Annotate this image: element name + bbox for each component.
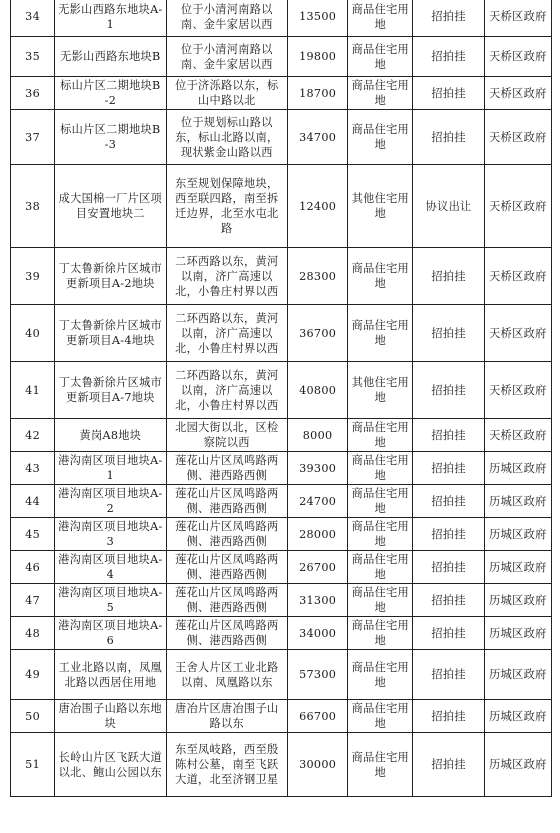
plot-area-cell: 34700 (288, 110, 348, 165)
supply-method-cell: 招拍挂 (413, 733, 484, 797)
plot-area-cell: 40800 (288, 362, 348, 419)
plot-name-cell: 成大国棉一厂片区项目安置地块二 (55, 165, 166, 248)
land-use-cell: 其他住宅用地 (348, 362, 413, 419)
supply-method-cell: 协议出让 (413, 165, 484, 248)
plot-name-cell: 无影山西路东地块B (55, 37, 166, 77)
row-number-cell: 38 (11, 165, 55, 248)
row-number-cell: 50 (11, 700, 55, 733)
supply-method-cell: 招拍挂 (413, 77, 484, 110)
supply-method-cell: 招拍挂 (413, 617, 484, 650)
supply-method-cell: 招拍挂 (413, 110, 484, 165)
table-body (11, 0, 552, 797)
table-row (11, 110, 552, 165)
plot-location-cell: 二环西路以东，黄河以南，济广高速以北，小鲁庄村界以西 (166, 305, 287, 362)
land-use-cell: 商品住宅用地 (348, 485, 413, 518)
supply-method-cell: 招拍挂 (413, 248, 484, 305)
supply-method-cell: 招拍挂 (413, 584, 484, 617)
table-row (11, 37, 552, 77)
plot-location-cell: 东至规划保障地块，西至联四路，南至拆迁边界，北至水屯北路 (166, 165, 287, 248)
supply-method-cell: 招拍挂 (413, 518, 484, 551)
land-use-cell: 商品住宅用地 (348, 650, 413, 700)
plot-area-cell: 66700 (288, 700, 348, 733)
row-number-cell: 48 (11, 617, 55, 650)
land-use-cell: 商品住宅用地 (348, 110, 413, 165)
plot-area-cell: 13500 (288, 0, 348, 37)
responsible-unit-cell: 天桥区政府 (484, 248, 551, 305)
land-use-cell: 商品住宅用地 (348, 700, 413, 733)
plot-name-cell: 无影山西路东地块A-1 (55, 0, 166, 37)
plot-location-cell: 莲花山片区凤鸣路两侧、港西路西侧 (166, 617, 287, 650)
plot-area-cell: 36700 (288, 305, 348, 362)
row-number-cell: 39 (11, 248, 55, 305)
responsible-unit-cell: 天桥区政府 (484, 77, 551, 110)
plot-location-cell: 莲花山片区凤鸣路两侧、港西路西侧 (166, 485, 287, 518)
supply-method-cell: 招拍挂 (413, 305, 484, 362)
plot-name-cell: 标山片区二期地块B-3 (55, 110, 166, 165)
responsible-unit-cell: 历城区政府 (484, 485, 551, 518)
plot-location-cell: 位于小清河南路以南、金牛家居以西 (166, 0, 287, 37)
plot-area-cell: 31300 (288, 584, 348, 617)
land-use-cell: 商品住宅用地 (348, 77, 413, 110)
table-row (11, 77, 552, 110)
row-number-cell: 35 (11, 37, 55, 77)
supply-method-cell: 招拍挂 (413, 700, 484, 733)
plot-location-cell: 王舍人片区工业北路以南、凤凰路以东 (166, 650, 287, 700)
plot-location-cell: 莲花山片区凤鸣路两侧、港西路西侧 (166, 584, 287, 617)
plot-area-cell: 28300 (288, 248, 348, 305)
table-row (11, 700, 552, 733)
plot-area-cell: 57300 (288, 650, 348, 700)
responsible-unit-cell: 历城区政府 (484, 518, 551, 551)
plot-name-cell: 工业北路以南，凤凰北路以西居住用地 (55, 650, 166, 700)
table-row (11, 362, 552, 419)
plot-area-cell: 28000 (288, 518, 348, 551)
row-number-cell: 37 (11, 110, 55, 165)
land-use-cell: 商品住宅用地 (348, 518, 413, 551)
table-row (11, 0, 552, 37)
responsible-unit-cell: 历城区政府 (484, 551, 551, 584)
responsible-unit-cell: 历城区政府 (484, 452, 551, 485)
supply-method-cell: 招拍挂 (413, 362, 484, 419)
responsible-unit-cell: 历城区政府 (484, 700, 551, 733)
responsible-unit-cell: 天桥区政府 (484, 0, 551, 37)
responsible-unit-cell: 天桥区政府 (484, 305, 551, 362)
row-number-cell: 46 (11, 551, 55, 584)
table-row (11, 452, 552, 485)
responsible-unit-cell: 天桥区政府 (484, 165, 551, 248)
plot-area-cell: 19800 (288, 37, 348, 77)
plot-name-cell: 丁太鲁新徐片区城市更新项目A-2地块 (55, 248, 166, 305)
land-use-cell: 商品住宅用地 (348, 617, 413, 650)
row-number-cell: 51 (11, 733, 55, 797)
plot-name-cell: 港沟南区项目地块A-4 (55, 551, 166, 584)
land-use-cell: 商品住宅用地 (348, 452, 413, 485)
supply-method-cell: 招拍挂 (413, 452, 484, 485)
plot-area-cell: 30000 (288, 733, 348, 797)
row-number-cell: 49 (11, 650, 55, 700)
table-row (11, 485, 552, 518)
plot-area-cell: 18700 (288, 77, 348, 110)
plot-name-cell: 黄岗A8地块 (55, 419, 166, 452)
responsible-unit-cell: 天桥区政府 (484, 37, 551, 77)
table-row (11, 650, 552, 700)
table-row (11, 551, 552, 584)
plot-name-cell: 长岭山片区飞跃大道以北、鲍山公园以东 (55, 733, 166, 797)
supply-method-cell: 招拍挂 (413, 419, 484, 452)
plot-name-cell: 唐冶围子山路以东地块 (55, 700, 166, 733)
row-number-cell: 34 (11, 0, 55, 37)
plot-name-cell: 港沟南区项目地块A-2 (55, 485, 166, 518)
supply-method-cell: 招拍挂 (413, 0, 484, 37)
plot-location-cell: 位于小清河南路以南、金牛家居以西 (166, 37, 287, 77)
plot-location-cell: 唐冶片区唐冶围子山路以东 (166, 700, 287, 733)
plot-area-cell: 24700 (288, 485, 348, 518)
plot-location-cell: 二环西路以东，黄河以南，济广高速以北，小鲁庄村界以西 (166, 248, 287, 305)
plot-name-cell: 标山片区二期地块B-2 (55, 77, 166, 110)
land-use-cell: 商品住宅用地 (348, 0, 413, 37)
responsible-unit-cell: 历城区政府 (484, 617, 551, 650)
plot-name-cell: 丁太鲁新徐片区城市更新项目A-7地块 (55, 362, 166, 419)
row-number-cell: 42 (11, 419, 55, 452)
land-supply-table (10, 0, 552, 797)
plot-name-cell: 港沟南区项目地块A-1 (55, 452, 166, 485)
plot-location-cell: 二环西路以东，黄河以南，济广高速以北，小鲁庄村界以西 (166, 362, 287, 419)
responsible-unit-cell: 历城区政府 (484, 733, 551, 797)
land-use-cell: 商品住宅用地 (348, 551, 413, 584)
land-use-cell: 其他住宅用地 (348, 165, 413, 248)
responsible-unit-cell: 天桥区政府 (484, 419, 551, 452)
responsible-unit-cell: 天桥区政府 (484, 362, 551, 419)
plot-name-cell: 港沟南区项目地块A-3 (55, 518, 166, 551)
table-row (11, 305, 552, 362)
supply-method-cell: 招拍挂 (413, 551, 484, 584)
plot-area-cell: 8000 (288, 419, 348, 452)
supply-method-cell: 招拍挂 (413, 485, 484, 518)
plot-location-cell: 位于济泺路以东，标山中路以北 (166, 77, 287, 110)
land-use-cell: 商品住宅用地 (348, 37, 413, 77)
plot-area-cell: 12400 (288, 165, 348, 248)
table-row (11, 248, 552, 305)
table-row (11, 518, 552, 551)
plot-name-cell: 丁太鲁新徐片区城市更新项目A-4地块 (55, 305, 166, 362)
row-number-cell: 47 (11, 584, 55, 617)
land-use-cell: 商品住宅用地 (348, 584, 413, 617)
responsible-unit-cell: 天桥区政府 (484, 110, 551, 165)
land-use-cell: 商品住宅用地 (348, 305, 413, 362)
table-row (11, 419, 552, 452)
table-row (11, 165, 552, 248)
plot-name-cell: 港沟南区项目地块A-6 (55, 617, 166, 650)
row-number-cell: 41 (11, 362, 55, 419)
plot-location-cell: 北园大街以北，区检察院以西 (166, 419, 287, 452)
land-use-cell: 商品住宅用地 (348, 419, 413, 452)
table-row (11, 617, 552, 650)
plot-location-cell: 莲花山片区凤鸣路两侧、港西路西侧 (166, 518, 287, 551)
land-use-cell: 商品住宅用地 (348, 248, 413, 305)
plot-location-cell: 莲花山片区凤鸣路两侧、港西路西侧 (166, 551, 287, 584)
table-row (11, 733, 552, 797)
table-row (11, 584, 552, 617)
responsible-unit-cell: 历城区政府 (484, 650, 551, 700)
row-number-cell: 43 (11, 452, 55, 485)
plot-location-cell: 东至凤岐路，西至殷陈村公墓，南至飞跃大道，北至济钢卫星 (166, 733, 287, 797)
row-number-cell: 40 (11, 305, 55, 362)
plot-area-cell: 34000 (288, 617, 348, 650)
plot-location-cell: 位于规划标山路以东，标山北路以南，现状紫金山路以西 (166, 110, 287, 165)
responsible-unit-cell: 历城区政府 (484, 584, 551, 617)
land-use-cell: 商品住宅用地 (348, 733, 413, 797)
plot-name-cell: 港沟南区项目地块A-5 (55, 584, 166, 617)
supply-method-cell: 招拍挂 (413, 650, 484, 700)
plot-location-cell: 莲花山片区凤鸣路两侧、港西路西侧 (166, 452, 287, 485)
row-number-cell: 45 (11, 518, 55, 551)
supply-method-cell: 招拍挂 (413, 37, 484, 77)
plot-area-cell: 26700 (288, 551, 348, 584)
row-number-cell: 44 (11, 485, 55, 518)
row-number-cell: 36 (11, 77, 55, 110)
plot-area-cell: 39300 (288, 452, 348, 485)
